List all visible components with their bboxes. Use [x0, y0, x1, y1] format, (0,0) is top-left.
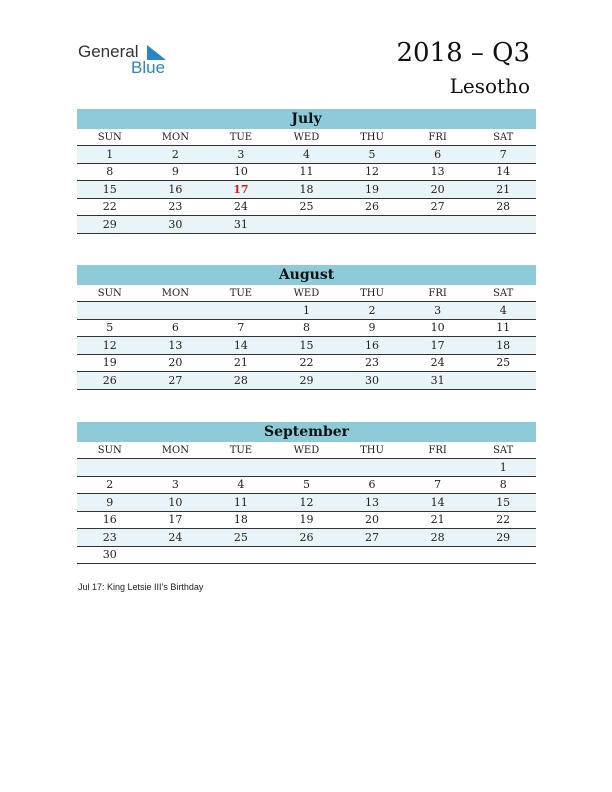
- generalblue-logo: [78, 42, 178, 82]
- day-cell: 17: [208, 181, 274, 199]
- day-cell: 23: [143, 198, 209, 216]
- weekday-header: WED: [274, 442, 340, 459]
- day-cell: 17: [405, 337, 471, 355]
- month-title: August: [77, 265, 536, 285]
- day-cell: 3: [143, 476, 209, 494]
- week-row: [77, 372, 536, 390]
- week-row: [77, 302, 536, 320]
- week-row: [77, 494, 536, 512]
- day-cell: 28: [208, 372, 274, 390]
- day-cell: 22: [470, 511, 536, 529]
- empty-day-cell: [274, 546, 340, 564]
- day-cell: 10: [143, 494, 209, 512]
- page-title: 2018 – Q3: [396, 38, 530, 68]
- day-cell: 5: [77, 319, 143, 337]
- month-block-september: [77, 422, 536, 564]
- weekday-header: MON: [143, 285, 209, 302]
- logo-text-blue: Blue: [131, 58, 166, 77]
- day-cell: 15: [77, 181, 143, 199]
- empty-day-cell: [339, 216, 405, 234]
- day-cell: 31: [405, 372, 471, 390]
- day-cell: 1: [274, 302, 340, 320]
- day-cell: 27: [143, 372, 209, 390]
- weekday-header: TUE: [208, 442, 274, 459]
- weekday-header: WED: [274, 285, 340, 302]
- day-cell: 21: [405, 511, 471, 529]
- holiday-note: Jul 17: King Letsie III’s Birthday: [78, 582, 204, 592]
- weekday-header: THU: [339, 285, 405, 302]
- day-cell: 12: [77, 337, 143, 355]
- empty-day-cell: [405, 459, 471, 477]
- day-cell: 8: [77, 163, 143, 181]
- day-cell: 26: [339, 198, 405, 216]
- weekday-header: SUN: [77, 285, 143, 302]
- day-cell: 22: [77, 198, 143, 216]
- day-cell: 2: [339, 302, 405, 320]
- empty-day-cell: [470, 372, 536, 390]
- week-row: [77, 529, 536, 547]
- day-cell: 11: [208, 494, 274, 512]
- day-cell: 13: [405, 163, 471, 181]
- empty-day-cell: [470, 546, 536, 564]
- week-row: [77, 337, 536, 355]
- day-cell: 2: [143, 146, 209, 164]
- calendar-table: [77, 442, 536, 564]
- day-cell: 23: [339, 354, 405, 372]
- empty-day-cell: [143, 546, 209, 564]
- empty-day-cell: [143, 459, 209, 477]
- day-cell: 19: [274, 511, 340, 529]
- day-cell: 3: [405, 302, 471, 320]
- day-cell: 27: [405, 198, 471, 216]
- calendar-table: [77, 285, 536, 390]
- day-cell: 16: [339, 337, 405, 355]
- day-cell: 21: [208, 354, 274, 372]
- day-cell: 9: [77, 494, 143, 512]
- day-cell: 13: [339, 494, 405, 512]
- day-cell: 15: [274, 337, 340, 355]
- day-cell: 5: [339, 146, 405, 164]
- month-title: July: [77, 109, 536, 129]
- day-cell: 18: [208, 511, 274, 529]
- day-cell: 29: [77, 216, 143, 234]
- month-block-july: [77, 109, 536, 234]
- week-row: [77, 511, 536, 529]
- week-row: [77, 181, 536, 199]
- day-cell: 23: [77, 529, 143, 547]
- day-cell: 4: [274, 146, 340, 164]
- empty-day-cell: [208, 459, 274, 477]
- day-cell: 5: [274, 476, 340, 494]
- day-cell: 15: [470, 494, 536, 512]
- country-name: Lesotho: [449, 74, 530, 98]
- week-row: [77, 459, 536, 477]
- day-cell: 25: [274, 198, 340, 216]
- week-row: [77, 354, 536, 372]
- weekday-header: FRI: [405, 442, 471, 459]
- day-cell: 6: [405, 146, 471, 164]
- weekday-header: SUN: [77, 129, 143, 146]
- day-cell: 29: [470, 529, 536, 547]
- weekday-header: SAT: [470, 129, 536, 146]
- day-cell: 24: [208, 198, 274, 216]
- empty-day-cell: [470, 216, 536, 234]
- day-cell: 7: [470, 146, 536, 164]
- empty-day-cell: [143, 302, 209, 320]
- weekday-header: WED: [274, 129, 340, 146]
- day-cell: 17: [143, 511, 209, 529]
- day-cell: 6: [339, 476, 405, 494]
- day-cell: 20: [143, 354, 209, 372]
- day-cell: 11: [274, 163, 340, 181]
- month-title: September: [77, 422, 536, 442]
- empty-day-cell: [339, 459, 405, 477]
- weekday-header: FRI: [405, 129, 471, 146]
- empty-day-cell: [208, 302, 274, 320]
- week-row: [77, 146, 536, 164]
- day-cell: 27: [339, 529, 405, 547]
- empty-day-cell: [77, 302, 143, 320]
- day-cell: 30: [339, 372, 405, 390]
- empty-day-cell: [274, 216, 340, 234]
- day-cell: 19: [77, 354, 143, 372]
- weekday-header: FRI: [405, 285, 471, 302]
- day-cell: 7: [208, 319, 274, 337]
- weekday-header: THU: [339, 129, 405, 146]
- day-cell: 8: [470, 476, 536, 494]
- empty-day-cell: [405, 546, 471, 564]
- weekday-header: TUE: [208, 285, 274, 302]
- day-cell: 28: [470, 198, 536, 216]
- empty-day-cell: [274, 459, 340, 477]
- day-cell: 9: [143, 163, 209, 181]
- weekday-header-row: [77, 285, 536, 302]
- day-cell: 21: [470, 181, 536, 199]
- empty-day-cell: [405, 216, 471, 234]
- calendar-table: [77, 129, 536, 234]
- empty-day-cell: [339, 546, 405, 564]
- weekday-header: MON: [143, 129, 209, 146]
- day-cell: 22: [274, 354, 340, 372]
- day-cell: 4: [470, 302, 536, 320]
- day-cell: 11: [470, 319, 536, 337]
- week-row: [77, 476, 536, 494]
- day-cell: 13: [143, 337, 209, 355]
- day-cell: 16: [77, 511, 143, 529]
- empty-day-cell: [77, 459, 143, 477]
- day-cell: 2: [77, 476, 143, 494]
- day-cell: 6: [143, 319, 209, 337]
- day-cell: 7: [405, 476, 471, 494]
- week-row: [77, 546, 536, 564]
- day-cell: 24: [143, 529, 209, 547]
- weekday-header: THU: [339, 442, 405, 459]
- day-cell: 29: [274, 372, 340, 390]
- day-cell: 3: [208, 146, 274, 164]
- week-row: [77, 163, 536, 181]
- weekday-header: SUN: [77, 442, 143, 459]
- day-cell: 26: [77, 372, 143, 390]
- week-row: [77, 198, 536, 216]
- day-cell: 25: [208, 529, 274, 547]
- day-cell: 1: [77, 146, 143, 164]
- day-cell: 8: [274, 319, 340, 337]
- day-cell: 14: [208, 337, 274, 355]
- day-cell: 30: [77, 546, 143, 564]
- month-block-august: [77, 265, 536, 390]
- day-cell: 28: [405, 529, 471, 547]
- day-cell: 18: [470, 337, 536, 355]
- logo-text-general: General: [78, 42, 139, 61]
- day-cell: 31: [208, 216, 274, 234]
- week-row: [77, 216, 536, 234]
- day-cell: 9: [339, 319, 405, 337]
- day-cell: 26: [274, 529, 340, 547]
- day-cell: 12: [339, 163, 405, 181]
- day-cell: 10: [208, 163, 274, 181]
- weekday-header: SAT: [470, 442, 536, 459]
- day-cell: 16: [143, 181, 209, 199]
- weekday-header-row: [77, 129, 536, 146]
- day-cell: 30: [143, 216, 209, 234]
- day-cell: 4: [208, 476, 274, 494]
- day-cell: 19: [339, 181, 405, 199]
- day-cell: 20: [405, 181, 471, 199]
- week-row: [77, 319, 536, 337]
- day-cell: 24: [405, 354, 471, 372]
- day-cell: 20: [339, 511, 405, 529]
- weekday-header: TUE: [208, 129, 274, 146]
- day-cell: 14: [470, 163, 536, 181]
- weekday-header-row: [77, 442, 536, 459]
- day-cell: 1: [470, 459, 536, 477]
- day-cell: 14: [405, 494, 471, 512]
- day-cell: 25: [470, 354, 536, 372]
- weekday-header: MON: [143, 442, 209, 459]
- weekday-header: SAT: [470, 285, 536, 302]
- empty-day-cell: [208, 546, 274, 564]
- day-cell: 18: [274, 181, 340, 199]
- day-cell: 12: [274, 494, 340, 512]
- day-cell: 10: [405, 319, 471, 337]
